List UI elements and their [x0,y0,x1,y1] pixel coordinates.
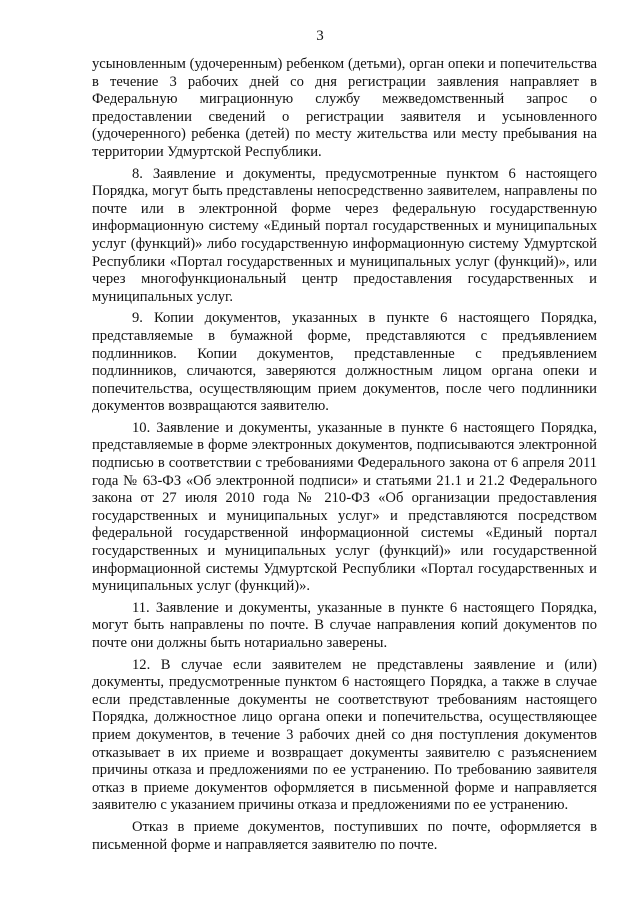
page-number: 3 [316,28,324,44]
paragraph-continuation: усыновленным (удочеренным) ребенком (детьми), орган опеки и попечительства в течение 3 рабочих дней со дня регистрации заявления направляет в Федеральную миграционную службу межведомственный запрос о предоставлении сведений о регистрации заявителя и усыновленного (удочеренного) ребенка (детей) по месту жительства или месту пребывания на территории Удмуртской Республики. [92,56,597,160]
paragraph-10: 10. Заявление и документы, указанные в пункте 6 настоящего Порядка, представляемые в форме электронных документов, подписываются электронной подписью в соответствии с требованиями Федерального закона от 6 апреля 2011 года № 63-ФЗ «Об электронной подписи» и статьями 21.1 и 21.2 Федерального закона от 27 июля 2010 года № 210-ФЗ «Об организации предоставления государственных и муниципальных услуг» и представляются посредством федеральной государственной информационной системы «Единый портал государственных и муниципальных услуг (функций)» или государственной информационной системы Удмуртской Республики «Портал государственных и муниципальных услуг (функций)». [92,419,597,595]
paragraph-11: 11. Заявление и документы, указанные в пункте 6 настоящего Порядка, могут быть направлены по почте. В случае направления копий документов по почте они должны быть нотариально заверены. [92,599,597,651]
document-body [92,56,597,858]
paragraph-12-note: Отказ в приеме документов, поступивших по почте, оформляется в письменной форме и направляется заявителю по почте. [92,818,597,853]
paragraph-8: 8. Заявление и документы, предусмотренные пунктом 6 настоящего Порядка, могут быть представлены непосредственно заявителем, направлены по почте или в электронной форме через федеральную государственную информационную систему «Единый портал государственных и муниципальных услуг (функций)» либо государственную информационную систему Удмуртской Республики «Портал государственных и муниципальных услуг (функций)», или через многофункциональный центр предоставления государственных и муниципальных услуг. [92,165,597,305]
paragraph-12: 12. В случае если заявителем не представлены заявление и (или) документы, предусмотренные пунктом 6 настоящего Порядка, а также в случае если представленные документы не соответствуют требованиям настоящего Порядка, должностное лицо органа опеки и попечительства, осуществляющее прием документов, в течение 3 рабочих дней со дня поступления документов отказывает в их приеме и возвращает документы заявителю с разъяснением причины отказа и предложениями по ее устранению. По требованию заявителя отказ в приеме документов оформляется в письменной форме и направляется заявителю с указанием причины отказа и предложениями по ее устранению. [92,656,597,814]
paragraph-9: 9. Копии документов, указанных в пункте 6 настоящего Порядка, представляемые в бумажной форме, представляются с предъявлением подлинников. Копии документов, представленные с предъявлением подлинников, сличаются, заверяются должностным лицом органа опеки и попечительства, осуществляющим прием документов, после чего подлинники документов возвращаются заявителю. [92,310,597,415]
